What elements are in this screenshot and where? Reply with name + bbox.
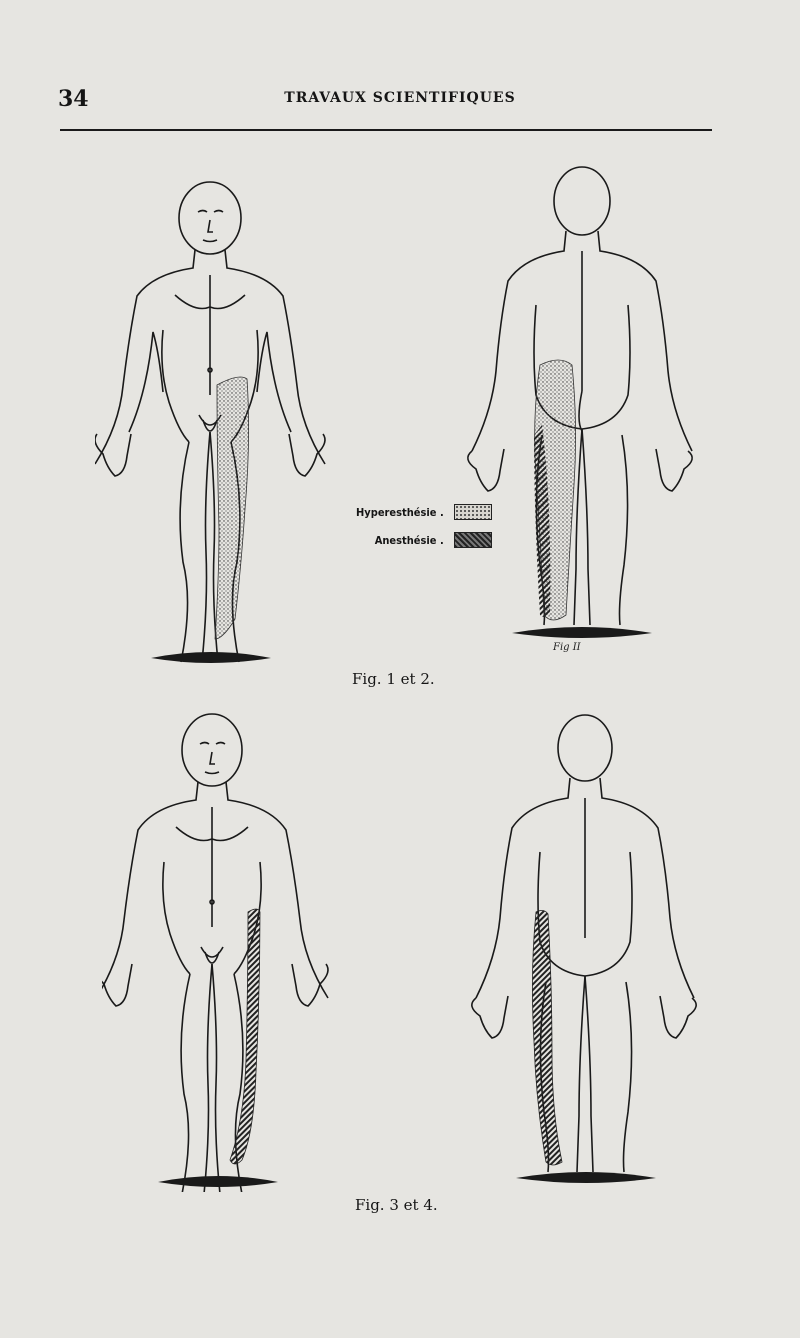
figure-2-back-view	[462, 165, 697, 645]
page-number: 34	[58, 86, 89, 112]
legend-row-hyperesthesia	[356, 498, 492, 526]
legend-label-hyperesthesia: Hyperesthésie .	[356, 505, 444, 519]
header-rule	[60, 129, 712, 131]
figure-3-front-view	[102, 712, 337, 1192]
anesthesia-stripe-back	[532, 910, 562, 1165]
figure-4-back-view	[470, 712, 700, 1192]
top-figure-caption: Fig. 1 et 2.	[352, 670, 435, 688]
anesthesia-swatch	[454, 532, 492, 548]
legend	[356, 498, 492, 554]
bottom-figure-caption: Fig. 3 et 4.	[355, 1196, 438, 1214]
anesthesia-stripe	[230, 909, 260, 1164]
hyperesthesia-area	[215, 377, 249, 639]
plate-signature: Fig II	[553, 642, 581, 653]
figure-1-front-view	[95, 180, 335, 665]
legend-label-anesthesia: Anesthésie .	[374, 533, 444, 547]
running-title: TRAVAUX SCIENTIFIQUES	[284, 90, 516, 106]
hyperesthesia-swatch	[454, 504, 492, 520]
legend-row-anesthesia	[356, 526, 492, 554]
